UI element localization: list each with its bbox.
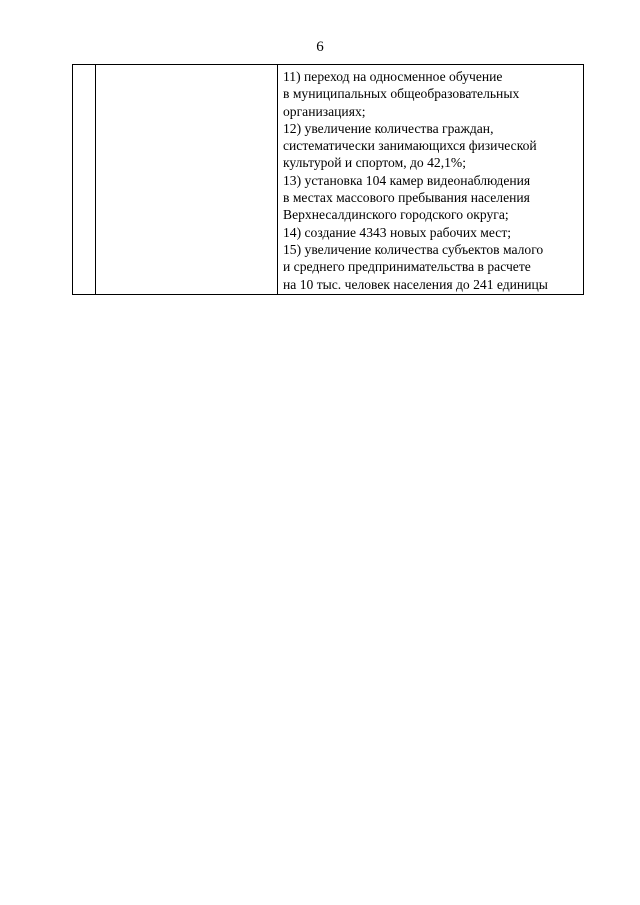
goal-line: в муниципальных общеобразовательных: [283, 86, 520, 102]
goal-line: 11) переход на односменное обучение: [283, 69, 503, 84]
table-cell-goals: [278, 65, 584, 295]
goal-line: систематически занимающихся физической: [283, 138, 537, 154]
goal-line: в местах массового пребывания населения: [283, 190, 530, 206]
goal-line: 14) создание 4343 новых рабочих мест;: [283, 224, 512, 240]
goals-table: [72, 64, 584, 295]
page-number: 6: [316, 39, 324, 55]
goal-line: Верхнесалдинского городского округа;: [283, 207, 509, 223]
goal-line: и среднего предпринимательства в расчете: [283, 259, 531, 275]
table-cell-number: [73, 65, 96, 295]
goal-line: культурой и спортом, до 42,1%;: [283, 155, 466, 171]
table-cell-name: [96, 65, 278, 295]
table-row: [73, 65, 584, 295]
goal-line: организациях;: [283, 103, 366, 119]
goal-line: 15) увеличение количества субъектов малого: [283, 241, 544, 257]
goal-line: 12) увеличение количества граждан,: [283, 120, 494, 136]
goal-line: на 10 тыс. человек населения до 241 единицы: [283, 276, 548, 292]
goal-line: 13) установка 104 камер видеонаблюдения: [283, 172, 531, 188]
